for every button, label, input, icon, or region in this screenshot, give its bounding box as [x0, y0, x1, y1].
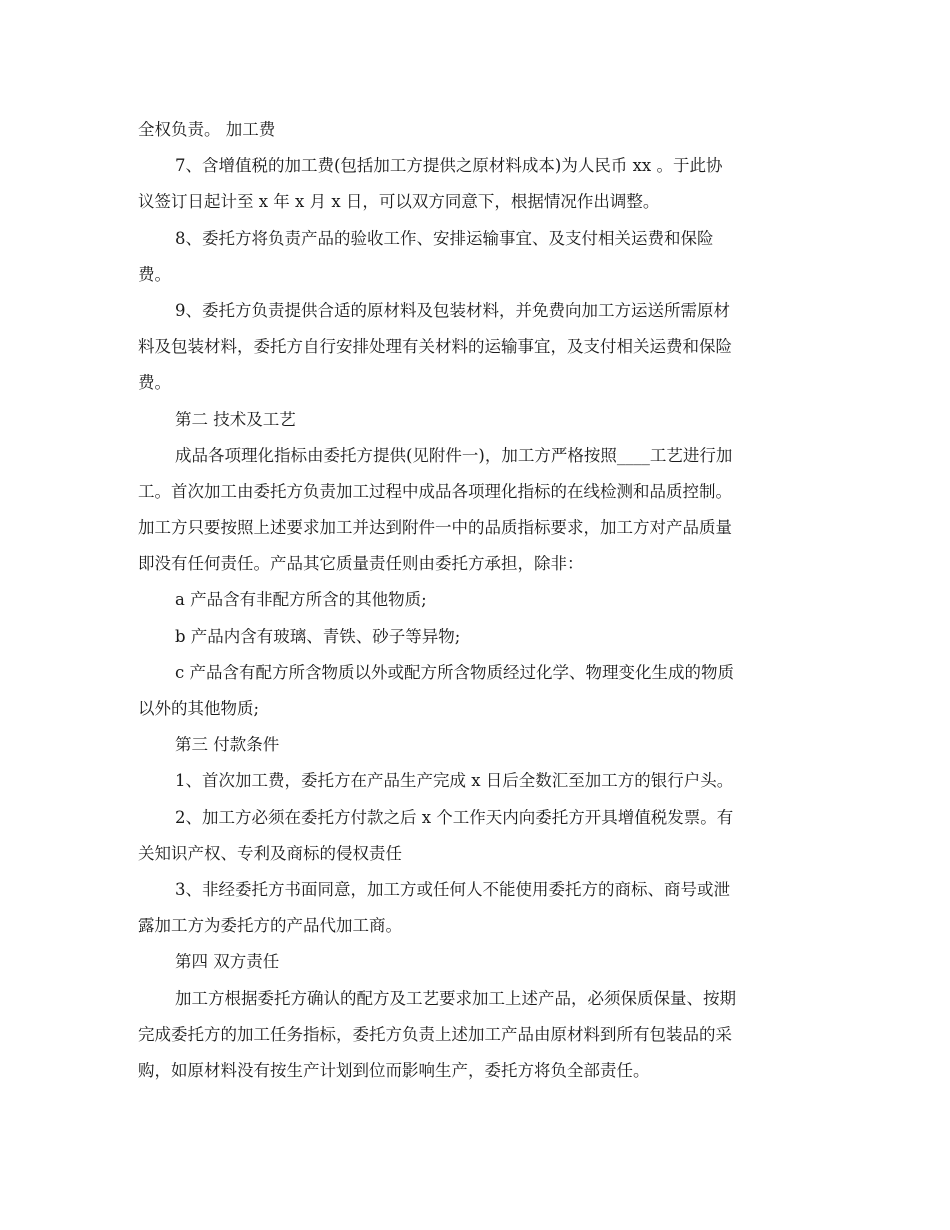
section-heading: 第三 付款条件: [175, 735, 280, 755]
paragraph-item-9: 9、委托方负责提供合适的原材料及包装材料，并免费向加工方运送所需原材: [175, 300, 730, 320]
text-line: 即没有任何责任。产品其它质量责任则由委托方承担，除非：: [138, 554, 584, 574]
section-heading: 第二 技术及工艺: [175, 409, 296, 429]
text-line: 加工方只要按照上述要求加工并达到附件一中的品质指标要求，加工方对产品质量: [138, 518, 732, 538]
section-heading: 第四 双方责任: [175, 952, 280, 972]
text-line: 工。首次加工由委托方负责加工过程中成品各项理化指标的在线检测和品质控制。: [138, 481, 732, 501]
text-line: 料及包装材料，委托方自行安排处理有关材料的运输事宜，及支付相关运费和保险: [138, 337, 732, 357]
document-body: [138, 112, 814, 1089]
paragraph-item-2: 2、加工方必须在委托方付款之后 x 个工作天内向委托方开具增值税发票。有: [175, 807, 734, 827]
text-line: 关知识产权、专利及商标的侵权责任: [138, 843, 402, 863]
text-line: 全权负责。 加工费: [138, 120, 276, 139]
paragraph-item-1: 1、首次加工费，委托方在产品生产完成 x 日后全数汇至加工方的银行户头。: [175, 771, 734, 791]
paragraph-item-8: 8、委托方将负责产品的验收工作、安排运输事宜、及支付相关运费和保险: [175, 228, 714, 248]
paragraph-start: 加工方根据委托方确认的配方及工艺要求加工上述产品，必须保质保量、按期: [175, 988, 736, 1008]
paragraph-item-3: 3、非经委托方书面同意，加工方或任何人不能使用委托方的商标、商号或泄: [175, 879, 730, 899]
paragraph-start: 成品各项理化指标由委托方提供(见附件一)，加工方严格按照____工艺进行加: [175, 445, 733, 465]
paragraph-item-7: 7、含增值税的加工费(包括加工方提供之原材料成本)为人民币 xx 。于此协: [175, 156, 723, 176]
text-line: 费。: [138, 264, 171, 284]
list-item-b: b 产品内含有玻璃、青铁、砂子等异物;: [175, 626, 461, 646]
text-line: 购，如原材料没有按生产计划到位而影响生产，委托方将负全部责任。: [138, 1060, 650, 1080]
list-item-c: c 产品含有配方所含物质以外或配方所含物质经过化学、物理变化生成的物质: [175, 662, 734, 682]
text-line: 露加工方为委托方的产品代加工商。: [138, 916, 402, 936]
text-line: 以外的其他物质;: [138, 699, 260, 718]
text-line: 费。: [138, 373, 171, 393]
text-line: 议签订日起计至 x 年 x 月 x 日，可以双方同意下，根据情况作出调整。: [138, 192, 660, 212]
text-line: 完成委托方的加工任务指标，委托方负责上述加工产品由原材料到所有包装品的采: [138, 1024, 732, 1044]
list-item-a: a 产品含有非配方所含的其他物质;: [175, 590, 427, 610]
